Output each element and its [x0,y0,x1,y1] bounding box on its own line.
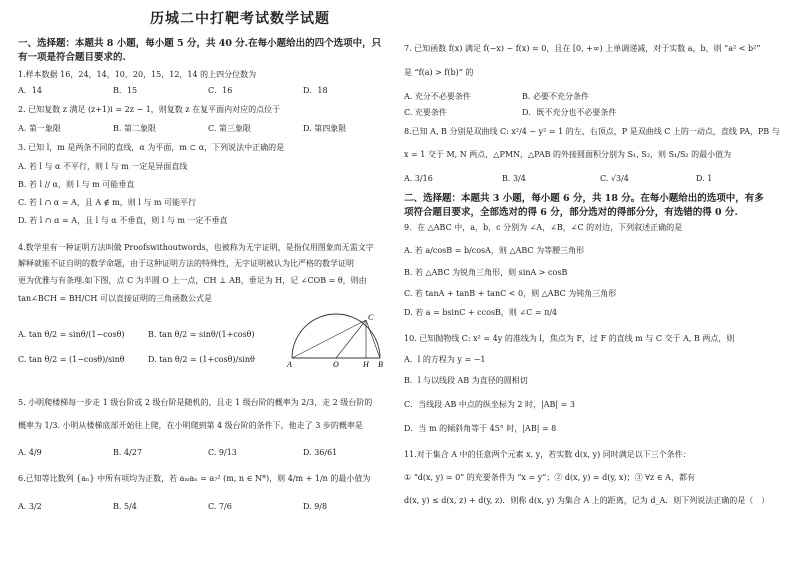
q6-option-d: D. 9/8 [303,502,328,511]
q4-line2: 解释就能不证自明的数学命题，由于这种证明方法的特殊性，无字证明被认为比严格的数学证明 [18,259,354,268]
label-b: B [378,360,383,368]
q6-option-b: B. 5/4 [113,502,137,511]
q5-option-a: A. 4/9 [18,448,42,457]
q6-option-a: A. 3/2 [18,502,42,511]
q5-option-d: D. 36/61 [303,448,338,457]
segment-ac [292,320,366,358]
q5-option-c: C. 9/13 [208,448,237,457]
label-o: O [333,360,339,368]
section2-heading-line1: 二、选择题：本题共 3 小题，每小题 6 分，共 18 分。在每小题给出的选项中，有多 [404,193,764,204]
q3-option-d: D. 若 l ∩ α = A，且 l 与 α 不垂直，则 l 与 m 一定不垂直 [18,216,228,225]
q9-option-c: C. 若 tanA + tanB + tanC < 0，则 △ABC 为钝角三角形 [404,289,617,298]
q6-stem: 6.已知等比数列 {aₙ} 中所有项均为正数，若 aₘaₙ = a₇² (m, n ∈ N*)，则 4/m + 1/n 的最小值为 [18,474,371,483]
section1-heading-line1: 一、选择题：本题共 8 小题，每小题 5 分，共 40 分.在每小题给出的四个选项中，只 [18,38,382,49]
q9-stem: 9．在 △ABC 中，a，b，c 分别为 ∠A，∠B，∠C 的对边，下列叙述正确的是 [404,223,683,232]
q2-option-b: B. 第二象限 [113,124,156,133]
section2-heading-line2: 项符合题目要求，全部选对的得 6 分，部分选对的得部分分，有选错的得 0 分. [404,207,738,218]
q2-option-d: D. 第四象限 [303,124,347,133]
q8-option-a: A. 3/16 [404,174,433,183]
q7-option-b: B. 必要不充分条件 [522,92,589,101]
q3-option-c: C. 若 l ∩ α = A，且 A ∉ m，则 l 与 m 可能平行 [18,198,197,207]
q9-option-a: A. 若 a/cosB = b/cosA，则 △ABC 为等腰三角形 [404,246,585,255]
q1-stem: 1.样本数据 16，24，14，10，20，15，12，14 的上四分位数为 [18,70,257,79]
q5-line2: 概率为 1/3. 小明从楼梯底部开始往上爬，在小明爬到第 4 级台阶的条件下，他走了 3 步的概率是 [18,421,363,430]
q8-option-b: B. 3/4 [502,174,526,183]
q7-option-a: A. 充分不必要条件 [404,92,471,101]
q9-option-b: B. 若 △ABC 为锐角三角形，则 sinA > cosB [404,268,568,277]
q1-option-b: B．15 [113,86,138,95]
q4-option-c: C. tan θ/2 = (1−cosθ)/sinθ [18,355,125,364]
label-c: C [368,313,374,322]
q1-option-d: D．18 [303,86,328,95]
q1-option-a: A．14 [18,86,42,95]
q10-option-c: C．当线段 AB 中点的纵坐标为 2 时，|AB| = 3 [404,400,575,409]
q11-line1: 11.对于集合 A 中的任意两个元素 x, y，若实数 d(x, y) 同时满足以下三个条件： [404,450,691,459]
q4-option-a: A. tan θ/2 = sinθ/(1−cosθ) [18,330,125,339]
q8-line1: 8.已知 A, B 分别是双曲线 C: x²/4 − y² = 1 的左、右顶点，P 是双曲线 C 上的一动点，直线 PA，PB 与 [404,127,780,136]
q8-option-c: C. √3/4 [600,174,629,183]
q2-stem: 2. 已知复数 z 满足 (z+1)i = 2z − 1，则复数 z 在复平面内对应的点位于 [18,105,281,114]
q11-line2: ① “d(x, y) = 0” 的充要条件为 “x = y”；② d(x, y) = d(y, x)；③ ∀z ∈ A，都有 [404,473,695,482]
q3-option-b: B. 若 l // α，则 l 与 m 可能垂直 [18,180,135,189]
q10-option-a: A．l 的方程为 y = −1 [404,355,486,364]
q10-option-d: D．当 m 的倾斜角等于 45° 时，|AB| = 8 [404,424,557,433]
q4-line1: 4.数学里有一种证明方法叫做 Proofswithoutwords，也被称为无字证明，是指仅用图象而无需文字 [18,243,374,252]
q9-option-d: D. 若 a = bsinC + ccosB，则 ∠C = π/4 [404,308,558,317]
q8-option-d: D. 1 [696,174,713,183]
q6-option-c: C. 7/6 [208,502,232,511]
section1-heading-line2: 有一项是符合题目要求的. [18,52,126,63]
q8-line2: x = 1 交于 M, N 两点，△PMN，△PAB 的外接圆面积分别为 S₁, S₂，则 S₁/S₂ 的最小值为 [404,150,732,159]
q4-option-d: D. tan θ/2 = (1+cosθ)/sinθ [148,355,255,364]
q3-stem: 3. 已知 l，m 是两条不同的直线，α 为平面，m ⊂ α，下列说法中正确的是 [18,143,285,152]
q2-option-c: C. 第三象限 [208,124,251,133]
q7-option-c: C. 充要条件 [404,108,447,117]
q4-line4: tan∠BCH = BH/CH 可以直接证明的三角函数公式是 [18,294,212,303]
q4-line3: 更为优雅与有条理.如下图，点 C 为半圆 O 上一点，CH ⊥ AB，垂足为 H，记 ∠COB = θ，则由 [18,276,367,285]
q10-stem: 10. 已知抛物线 C: x² = 4y 的准线为 l，焦点为 F，过 F 的直线 m 与 C 交于 A, B 两点，则 [404,334,735,343]
q5-option-b: B. 4/27 [113,448,142,457]
segment-cb [366,320,380,358]
q4-option-b: B. tan θ/2 = sinθ/(1+cosθ) [148,330,255,339]
q11-line3: d(x, y) ≤ d(x, z) + d(y, z)．则称 d(x, y) 为集合 A 上的距离，记为 d_A．则下列说法正确的是（ ） [404,496,770,505]
q3-option-a: A. 若 l 与 α 不平行，则 l 与 m 一定是异面直线 [18,162,188,171]
segment-oc [336,320,366,358]
q7-line2: 是 “f(a) > f(b)” 的 [404,68,474,77]
exam-title: 历城二中打靶考试数学试题 [150,11,330,27]
label-h: H [363,360,369,368]
q10-option-b: B．l 与以线段 AB 为直径的圆相切 [404,376,528,385]
q2-option-a: A. 第一象限 [18,124,61,133]
semicircle-figure [286,312,388,368]
q7-line1: 7. 已知函数 f(x) 满足 f(−x) − f(x) = 0，且在 [0, +∞) 上单调递减，对于实数 a，b，则 “a² < b²” [404,44,761,53]
q7-option-d: D．既不充分也不必要条件 [522,108,617,117]
label-a: A [287,360,292,368]
q5-line1: 5. 小明爬楼梯每一步走 1 级台阶或 2 级台阶是随机的，且走 1 级台阶的概率为 2/3，走 2 级台阶的 [18,398,373,407]
q1-option-c: C．16 [208,86,233,95]
